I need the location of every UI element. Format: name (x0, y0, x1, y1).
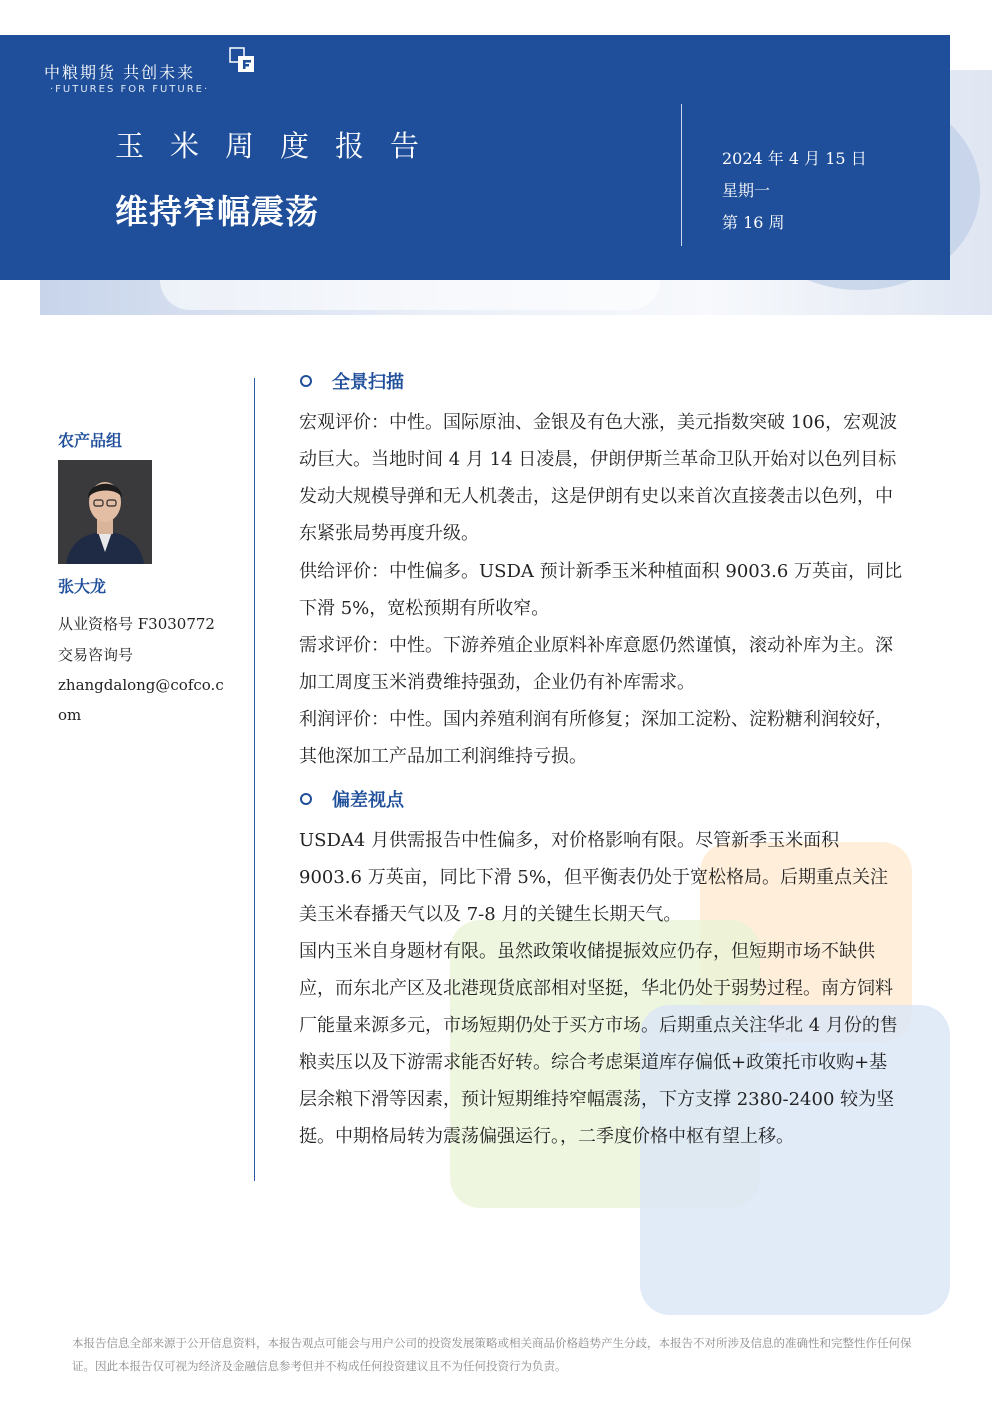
report-date: 2024 年 4 月 15 日 (722, 149, 867, 168)
column-divider (254, 378, 255, 1181)
section-heading-overview (300, 368, 404, 394)
paragraph-macro: 宏观评价：中性。国际原油、金银及有色大涨，美元指数突破 106，宏观波动巨大。当地时间 4 月 14 日凌晨，伊朗伊斯兰革命卫队开始对以色列目标发动大规模导弹和无人机袭击，这是伊朗有史以来首次直接袭击以色列，中东紧张局势再度升级。 (299, 412, 898, 544)
author-email-continued[interactable]: om (58, 706, 82, 724)
section-heading-text: 全景扫描 (332, 372, 404, 393)
report-subtitle: 维持窄幅震荡 (115, 192, 319, 231)
bullet-circle-icon (300, 793, 312, 805)
footer-disclaimer: 本报告信息全部来源于公开信息资料，本报告观点可能会与用户公司的投资发展策略或相关商品价格趋势产生分歧，本报告不对所涉及信息的准确性和完整性作任何保证。因此本报告仅可视为经济及金融信息参考但并不构成任何投资建议且不为任何投资行为负责。 (72, 1336, 912, 1373)
company-slogan: ·FUTURES FOR FUTURE· (50, 84, 210, 95)
paragraph-profit: 利润评价：中性。国内养殖利润有所修复；深加工淀粉、淀粉糖利润较好，其他深加工产品加工利润维持亏损。 (299, 709, 893, 767)
paragraph-demand: 需求评价：中性。下游养殖企业原料补库意愿仍然谨慎，滚动补库为主。深加工周度玉米消费维持强劲，企业仍有补库需求。 (299, 635, 893, 693)
report-week: 第 16 周 (722, 213, 785, 232)
person-icon (58, 460, 152, 564)
paragraph-supply: 供给评价：中性偏多。USDA 预计新季玉米种植面积 9003.6 万英亩，同比下滑 5%，宽松预期有所收窄。 (299, 561, 903, 619)
section-heading-deviation (300, 786, 404, 812)
paragraph-usda: USDA4 月供需报告中性偏多，对价格影响有限。尽管新季玉米面积 9003.6 万英亩，同比下滑 5%，但平衡表仍处于宽松格局。后期重点关注美玉米春播天气以及 7-8 月的关键生长期天气。 (299, 830, 888, 925)
company-logo-icon (228, 46, 256, 74)
author-name: 张大龙 (58, 577, 107, 596)
report-weekday: 星期一 (722, 181, 771, 200)
author-consult-number: 交易咨询号 (58, 646, 134, 664)
author-avatar (58, 460, 152, 564)
author-group: 农产品组 (58, 431, 123, 450)
paragraph-domestic: 国内玉米自身题材有限。虽然政策收储提振效应仍存，但短期市场不缺供应，而东北产区及北港现货底部相对坚挺，华北仍处于弱势过程。南方饲料厂能量来源多元，市场短期仍处于买方市场。后期重点关注华北 4 月份的售粮卖压以及下游需求能否好转。综合考虑渠道库存偏低+政策托市收购+基层余粮下滑等因素，预计短期维持窄幅震荡，下方支撑 2380-2400 较为坚挺。中期格局转为震荡偏强运行。，二季度价格中枢有望上移。 (299, 941, 898, 1147)
author-email[interactable]: zhangdalong@cofco.c (58, 676, 224, 694)
header-divider (681, 104, 682, 246)
company-logo-text: 中粮期货 共创未来 (44, 63, 196, 82)
bullet-circle-icon (300, 375, 312, 387)
report-title: 玉米周度报告 (115, 129, 446, 163)
section-heading-text: 偏差视点 (332, 790, 404, 811)
author-license: 从业资格号 F3030772 (58, 615, 215, 633)
